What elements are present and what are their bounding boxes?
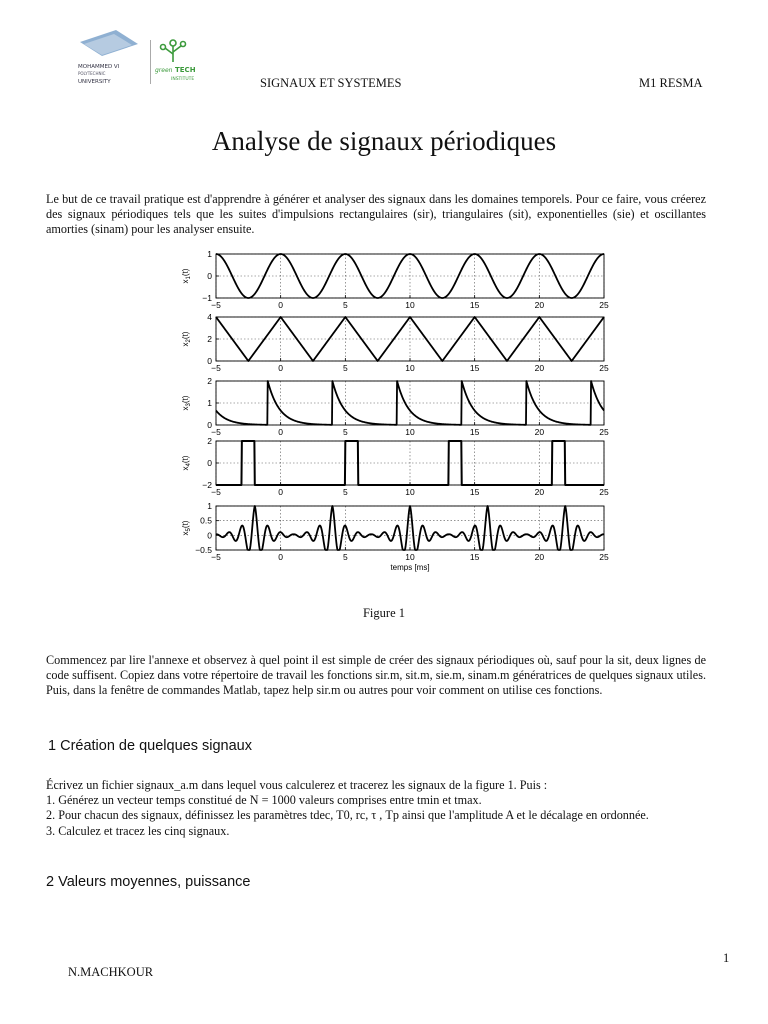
y-tick-label: 1 [207,249,212,259]
x-tick-label: 5 [342,363,348,373]
y-tick-label: 0 [207,356,212,366]
x-axis-label: temps [ms] [390,563,430,572]
x-tick-label: 5 [342,427,348,437]
x-tick-label: 0 [278,300,284,310]
y-tick-label: −1 [202,293,212,303]
intro-paragraph: Le but de ce travail pratique est d'apprendre à générer et analyser des signaux dans les domaines temporels. Pour ce faire, vous créerez des signaux périodiques tels que les suites d'impulsions rectangulaires (sir), triangulaires (sit), exponentielles (sie) et oscillantes amorties (sinam) pour les analyser ensuite. [46,192,706,237]
x-tick-label: −5 [211,487,221,497]
y-tick-label: 0 [207,420,212,430]
x-tick-label: 10 [405,552,415,562]
signal-figure [170,244,620,574]
x-tick-label: 20 [534,363,545,373]
section-1-body [46,778,706,839]
x-tick-label: 0 [278,552,284,562]
y-tick-label: 0.5 [200,515,212,526]
y-tick-label: 0 [207,271,212,281]
section-2-heading: 2 Valeurs moyennes, puissance [46,874,251,890]
y-tick-label: −0.5 [195,545,212,555]
university-logo [76,28,146,90]
y-tick-label: 2 [207,334,212,344]
course-name: SIGNAUX ET SYSTEMES [260,76,402,90]
y-tick-label: 0 [207,530,212,541]
list-item: 1. Générez un vecteur temps constitué de N = 1000 valeurs comprises entre tmin et tmax. [46,793,482,808]
greentech-logo [155,38,203,88]
y-tick-label: 2 [207,376,212,386]
x-tick-label: 5 [342,300,348,310]
x-tick-label: 25 [599,427,609,437]
section-1-intro: Écrivez un fichier signaux_a.m dans lequel vous calculerez et tracerez les signaux de la figure 1. Puis : [46,778,548,792]
x-tick-label: 20 [534,300,545,310]
x-tick-label: −5 [211,427,221,437]
logo-grid-icon [80,30,138,56]
x-tick-label: 0 [278,487,284,497]
x-tick-label: 0 [278,427,284,437]
x-tick-label: 20 [534,487,545,497]
logo-tech-text: TECH [175,66,196,74]
page-number: 1 [723,951,730,965]
page-title: Analyse de signaux périodiques [211,126,557,156]
list-item: 3. Calculez et tracez les cinq signaux. [46,823,230,838]
logo-institute-text: INSTITUTE [171,77,195,82]
x-tick-label: 0 [278,363,284,373]
y-tick-label: 4 [207,312,212,322]
x-tick-label: 15 [469,300,480,310]
x-tick-label: 25 [599,487,609,497]
figure-caption: Figure 1 [362,606,405,620]
x-tick-label: 20 [534,427,545,437]
x-tick-label: −5 [211,300,221,310]
list-item: 2. Pour chacun des signaux, définissez les paramètres tdec, T0, rc, τ , Tp ainsi que l'amplitude A et le décalage en ordonnée. [46,808,649,823]
x-tick-label: 5 [342,552,348,562]
y-tick-label: −2 [202,480,212,490]
logo-green-text: green [155,67,173,74]
y-tick-label: 0 [207,458,212,468]
logo-line-3: UNIVERSITY [78,79,111,85]
y-axis-label: $x_4(t)$ [181,455,192,471]
x-tick-label: 15 [469,552,480,562]
x-tick-label: −5 [211,363,221,373]
x-tick-label: 25 [599,363,609,373]
y-tick-label: 2 [207,436,212,446]
x-tick-label: 25 [599,552,609,562]
y-axis-label: $x_3(t)$ [181,395,192,411]
x-tick-label: 10 [405,363,415,373]
x-tick-label: 15 [469,487,480,497]
x-tick-label: 15 [469,363,480,373]
y-tick-label: 1 [207,501,212,511]
x-tick-label: 10 [405,300,415,310]
x-tick-label: 10 [405,487,415,497]
x-tick-label: 10 [405,427,415,437]
tree-icon [161,40,186,62]
program-name: M1 RESMA [639,76,703,90]
logo-line-1: MOHAMMED VI [78,64,120,70]
logo-divider [150,40,151,84]
logo-line-2: POLYTECHNIC [78,71,106,76]
y-axis-label: $x_5(t)$ [181,520,192,536]
y-axis-label: $x_1(t)$ [181,268,192,284]
x-tick-label: −5 [211,552,221,562]
instructions-paragraph: Commencez par lire l'annexe et observez à quel point il est simple de créer des signaux périodiques où, sauf pour la sit, deux lignes de code suffisent. Copiez dans votre répertoire de travail les fonctions sir.m, sit.m, sie.m, sinam.m génératrices de quelques signaux utiles. Puis, dans la fenêtre de commandes Matlab, tapez help sir.m ou autres pour voir comment on utilise ces fonctions. [46,653,706,698]
x-tick-label: 5 [342,487,348,497]
x-tick-label: 25 [599,300,609,310]
y-tick-label: 1 [207,398,212,408]
author-name: N.MACHKOUR [68,965,154,979]
x-tick-label: 15 [469,427,480,437]
section-1-heading: 1 Création de quelques signaux [48,738,252,754]
x-tick-label: 20 [534,552,545,562]
y-axis-label: $x_2(t)$ [181,331,192,347]
